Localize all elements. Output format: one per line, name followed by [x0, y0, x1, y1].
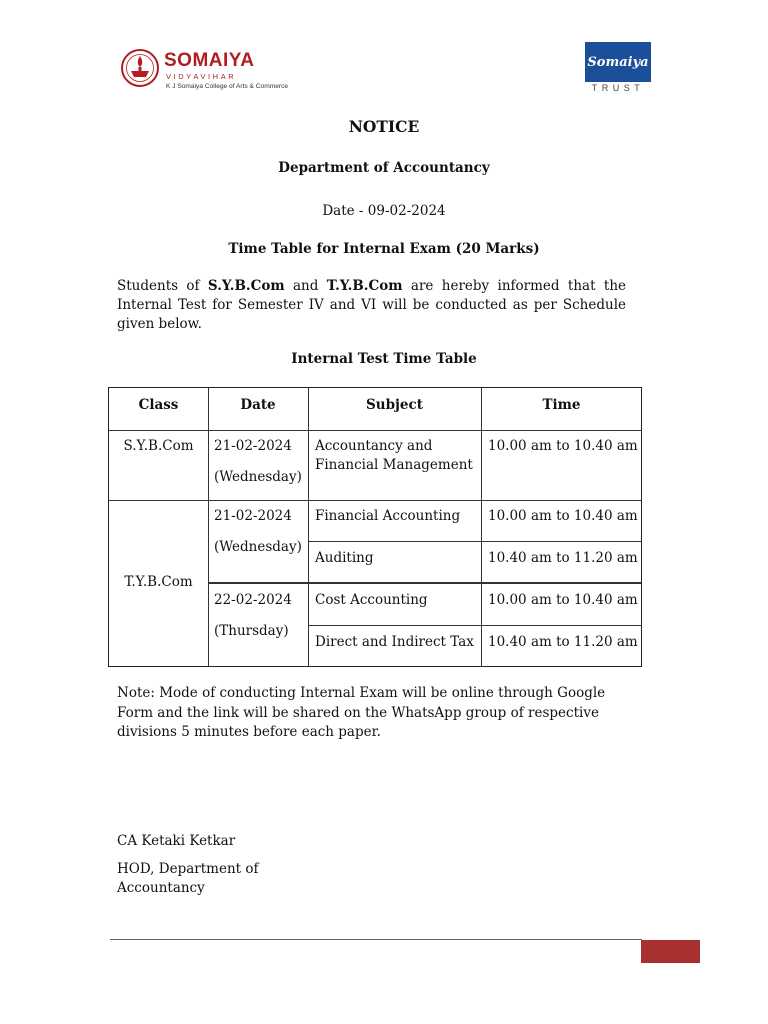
subject-cell: Direct and Indirect Tax: [315, 634, 474, 650]
footer-accent-block: [641, 940, 700, 963]
timetable: [108, 387, 642, 667]
logo-name: SOMAIYA: [164, 50, 255, 71]
intro-text-3: are hereby informed that the Internal Test for Semester IV and VI will be conducted as per Schedule given below.: [117, 278, 626, 332]
time-cell: 10.00 am to 10.40 am: [488, 592, 638, 608]
date-cell: 21-02-2024: [214, 508, 292, 524]
time-cell: 10.00 am to 10.40 am: [488, 438, 638, 454]
date-cell: 22-02-2024: [214, 592, 292, 608]
column-header: Subject: [366, 397, 423, 413]
class-tyb: T.Y.B.Com: [326, 278, 403, 294]
time-cell: 10.40 am to 11.20 am: [488, 634, 638, 650]
subject-cell: Cost Accounting: [315, 592, 428, 608]
intro-text-1: Students of: [117, 278, 208, 294]
table-heading: Internal Test Time Table: [291, 351, 477, 367]
table-divider: [109, 500, 641, 501]
column-header: Class: [138, 397, 179, 413]
logo-subtitle: VIDYAVIHAR: [166, 72, 237, 81]
column-header: Date: [240, 397, 276, 413]
date-cell: 21-02-2024: [214, 438, 292, 454]
table-divider: [208, 582, 641, 584]
signatory-name: CA Ketaki Ketkar: [117, 833, 236, 849]
subject-cell: Auditing: [315, 550, 374, 566]
table-divider: [109, 430, 641, 431]
somaiya-emblem-icon: [120, 46, 160, 92]
table-divider: [308, 625, 641, 626]
intro-paragraph: [117, 277, 626, 334]
column-header: Time: [542, 397, 581, 413]
trust-logo-wordmark: Somaiya: [585, 42, 651, 82]
college-name: K J Somaiya College of Arts & Commerce: [166, 83, 289, 90]
intro-text-2: and: [284, 278, 327, 294]
class-cell: S.Y.B.Com: [123, 438, 194, 454]
time-cell: 10.40 am to 11.20 am: [488, 550, 638, 566]
timetable-title: Time Table for Internal Exam (20 Marks): [228, 241, 540, 257]
trust-label: TRUST: [591, 83, 645, 93]
signatory-title: HOD, Department of Accountancy: [117, 861, 259, 896]
table-divider: [308, 541, 641, 542]
footer-rule: [110, 939, 642, 940]
subject-cell: Financial Accounting: [315, 508, 461, 524]
notice-date: Date - 09-02-2024: [322, 203, 446, 219]
day-cell: (Wednesday): [214, 539, 302, 555]
class-syb: S.Y.B.Com: [207, 278, 285, 294]
day-cell: (Wednesday): [214, 469, 302, 485]
somaiya-trust-logo: [585, 42, 651, 94]
exam-note: Note: Mode of conducting Internal Exam will be online through Google Form and the link will be shared on the WhatsApp group of respective divisions 5 minutes before each paper.: [117, 685, 606, 740]
department-name: Department of Accountancy: [278, 160, 490, 176]
class-cell: T.Y.B.Com: [124, 574, 193, 590]
time-cell: 10.00 am to 10.40 am: [488, 508, 638, 524]
subject-cell: Accountancy and Financial Management: [315, 438, 473, 473]
notice-title: NOTICE: [348, 117, 420, 136]
somaiya-vidyavihar-logo: [120, 46, 310, 96]
day-cell: (Thursday): [214, 623, 289, 639]
